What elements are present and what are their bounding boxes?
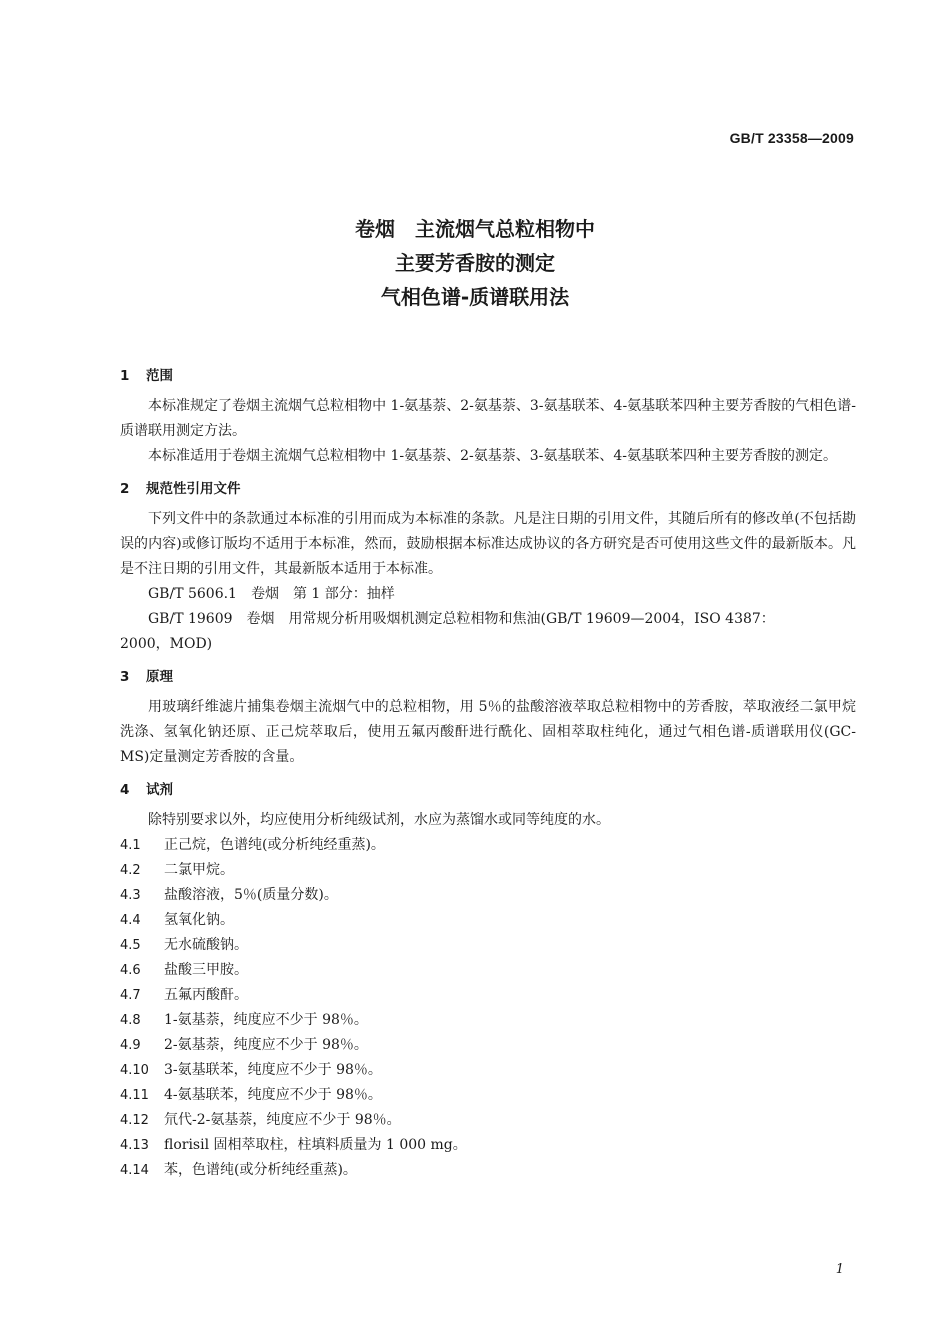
list-item xyxy=(120,858,856,883)
section-2-paragraph: 下列文件中的条款通过本标准的引用而成为本标准的条款。凡是注日期的引用文件，其随后所有的修改单(不包括勘误的内容)或修订版均不适用于本标准，然而，鼓励根据本标准达成协议的各方研究是否可使用这些文件的最新版本。凡是不注日期的引用文件，其最新版本适用于本标准。 xyxy=(120,511,856,577)
list-item xyxy=(120,1008,856,1033)
page-number: 1 xyxy=(835,1262,844,1277)
item-number: 4.14 xyxy=(120,1163,149,1178)
item-text: 盐酸三甲胺。 xyxy=(164,962,248,978)
section-3-heading xyxy=(120,665,856,690)
list-item xyxy=(120,908,856,933)
list-item xyxy=(120,1058,856,1083)
title-line-3: 气相色谱-质谱联用法 xyxy=(380,285,570,309)
item-number: 4.6 xyxy=(120,963,141,978)
item-number: 4.2 xyxy=(120,863,141,878)
item-text: 1-氨基萘，纯度应不少于 98％。 xyxy=(164,1012,368,1028)
section-1-paragraph-1: 本标准规定了卷烟主流烟气总粒相物中 1-氨基萘、2-氨基萘、3-氨基联苯、4-氨基联苯四种主要芳香胺的气相色谱-质谱联用测定方法。 xyxy=(120,398,856,439)
section-number: 3 xyxy=(120,669,130,685)
document-body xyxy=(120,358,856,1183)
list-item xyxy=(120,933,856,958)
reference-gbt-19609-continued: 2000，MOD) xyxy=(120,636,213,652)
list-item xyxy=(120,833,856,858)
section-title: 试剂 xyxy=(146,782,173,798)
section-title: 范围 xyxy=(146,368,173,384)
item-number: 4.10 xyxy=(120,1063,149,1078)
item-text: 3-氨基联苯，纯度应不少于 98％。 xyxy=(164,1062,382,1078)
list-item xyxy=(120,883,856,908)
list-item xyxy=(120,1083,856,1108)
item-number: 4.8 xyxy=(120,1013,141,1028)
list-item xyxy=(120,958,856,983)
section-2-heading xyxy=(120,477,856,502)
reference-gbt-5606: GB/T 5606.1 卷烟 第 1 部分：抽样 xyxy=(148,586,395,602)
item-number: 4.4 xyxy=(120,913,141,928)
reference-gbt-19609: GB/T 19609 卷烟 用常规分析用吸烟机测定总粒相物和焦油(GB/T 19609—2004，ISO 4387： xyxy=(148,611,775,627)
title-line-2: 主要芳香胺的测定 xyxy=(395,251,555,275)
item-text: 正己烷，色谱纯(或分析纯经重蒸)。 xyxy=(164,837,385,853)
item-text: 氘代-2-氨基萘，纯度应不少于 98％。 xyxy=(164,1112,401,1128)
item-text: 无水硫酸钠。 xyxy=(164,937,248,953)
list-item xyxy=(120,1108,856,1133)
title-line-1: 卷烟 主流烟气总粒相物中 xyxy=(355,217,595,241)
item-text: 4-氨基联苯，纯度应不少于 98％。 xyxy=(164,1087,382,1103)
section-4-heading xyxy=(120,778,856,803)
list-item xyxy=(120,1158,856,1183)
standard-code: GB/T 23358—2009 xyxy=(729,130,854,146)
section-number: 4 xyxy=(120,782,130,798)
section-3-paragraph: 用玻璃纤维滤片捕集卷烟主流烟气中的总粒相物，用 5％的盐酸溶液萃取总粒相物中的芳香胺，萃取液经二氯甲烷洗涤、氢氧化钠还原、正己烷萃取后，使用五氟丙酸酐进行酰化、固相萃取柱纯化，通过气相色谱-质谱联用仪(GC-MS)定量测定芳香胺的含量。 xyxy=(120,699,856,765)
item-text: 五氟丙酸酐。 xyxy=(164,987,248,1003)
section-number: 1 xyxy=(120,368,130,384)
item-number: 4.7 xyxy=(120,988,141,1003)
section-4-intro: 除特别要求以外，均应使用分析纯级试剂，水应为蒸馏水或同等纯度的水。 xyxy=(148,812,610,828)
item-text: 二氯甲烷。 xyxy=(164,862,234,878)
item-text: 盐酸溶液，5％(质量分数)。 xyxy=(164,887,338,903)
section-title: 规范性引用文件 xyxy=(146,481,241,497)
item-text: 氢氧化钠。 xyxy=(164,912,234,928)
item-number: 4.5 xyxy=(120,938,141,953)
item-number: 4.12 xyxy=(120,1113,149,1128)
item-number: 4.3 xyxy=(120,888,141,903)
list-item xyxy=(120,983,856,1008)
item-text: 苯，色谱纯(或分析纯经重蒸)。 xyxy=(164,1162,357,1178)
item-text: 2-氨基萘，纯度应不少于 98％。 xyxy=(164,1037,368,1053)
item-number: 4.9 xyxy=(120,1038,141,1053)
document-title xyxy=(0,212,950,314)
section-number: 2 xyxy=(120,481,130,497)
reagent-list xyxy=(120,833,856,1183)
section-1-paragraph-2: 本标准适用于卷烟主流烟气总粒相物中 1-氨基萘、2-氨基萘、3-氨基联苯、4-氨基联苯四种主要芳香胺的测定。 xyxy=(148,448,837,464)
item-number: 4.1 xyxy=(120,838,141,853)
list-item xyxy=(120,1033,856,1058)
item-number: 4.11 xyxy=(120,1088,149,1103)
item-number: 4.13 xyxy=(120,1138,149,1153)
item-text: florisil 固相萃取柱，柱填料质量为 1 000 mg。 xyxy=(164,1137,467,1153)
section-title: 原理 xyxy=(146,669,173,685)
list-item xyxy=(120,1133,856,1158)
section-1-heading xyxy=(120,364,856,389)
